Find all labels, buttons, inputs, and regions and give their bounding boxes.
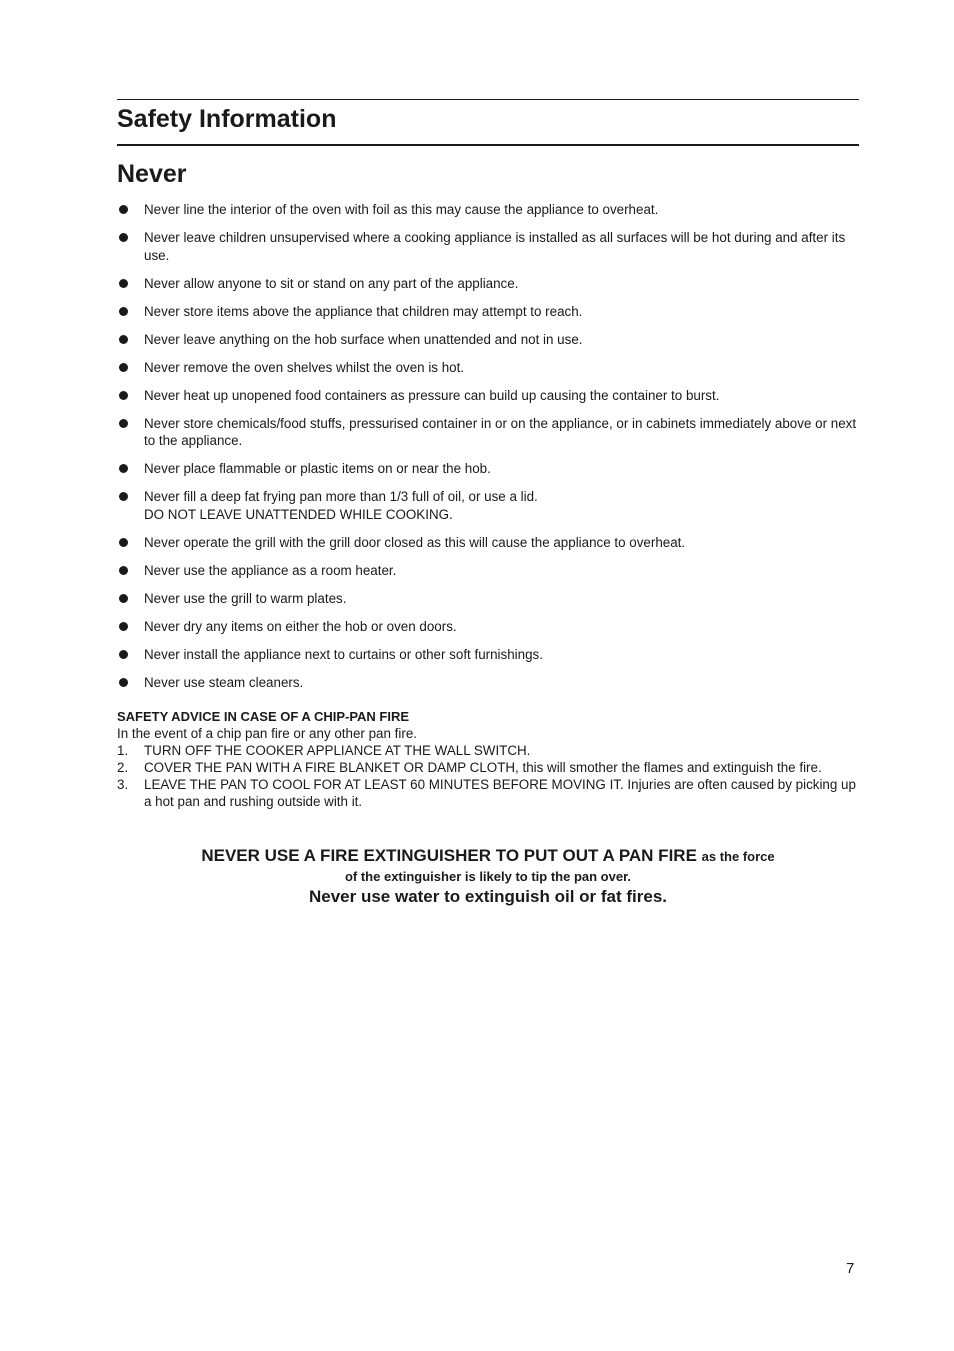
bullet-icon <box>119 205 128 214</box>
never-item <box>117 646 857 664</box>
never-item-text: Never install the appliance next to curtains or other soft furnishings. <box>144 646 543 662</box>
step-text: COVER THE PAN WITH A FIRE BLANKET OR DAMP CLOTH, this will smother the flames and extinguish the fire. <box>144 760 822 775</box>
chip-pan-advice <box>117 708 857 810</box>
never-item-text: Never dry any items on either the hob or oven doors. <box>144 618 457 634</box>
step-number: 1. <box>117 743 129 758</box>
bullet-icon <box>119 335 128 344</box>
never-item <box>117 275 857 293</box>
never-item-text: Never leave anything on the hob surface when unattended and not in use. <box>144 331 583 347</box>
bullet-icon <box>119 678 128 687</box>
warning-line-1-main: NEVER USE A FIRE EXTINGUISHER TO PUT OUT A PAN FIRE <box>201 846 697 865</box>
never-item <box>117 229 857 264</box>
never-item-text: Never store chemicals/food stuffs, pressurised container in or on the appliance, or in cabinets immediately above or next to the appliance. <box>144 415 857 448</box>
bullet-icon <box>119 233 128 242</box>
chip-pan-advice-intro: In the event of a chip pan fire or any other pan fire. <box>117 726 417 741</box>
bullet-icon <box>119 307 128 316</box>
chip-pan-advice-title: SAFETY ADVICE IN CASE OF A CHIP-PAN FIRE <box>117 709 410 724</box>
never-item-text: DO NOT LEAVE UNATTENDED WHILE COOKING. <box>144 506 453 522</box>
never-item-text: Never heat up unopened food containers as pressure can build up causing the container to burst. <box>144 387 720 403</box>
bullet-icon <box>119 419 128 428</box>
never-item <box>117 590 857 608</box>
never-item-text: Never place flammable or plastic items on or near the hob. <box>144 461 491 476</box>
bullet-icon <box>119 538 128 547</box>
never-item <box>117 488 857 523</box>
bullet-icon <box>119 622 128 631</box>
never-item <box>117 387 857 405</box>
section-title: Safety Information <box>117 105 337 133</box>
chip-pan-step <box>117 776 857 810</box>
warning-line-1-small: as the force <box>701 849 775 864</box>
never-item <box>117 415 857 450</box>
warning-line-2: of the extinguisher is likely to tip the pan over. <box>344 869 632 884</box>
warning-line-1 <box>117 845 859 868</box>
bullet-icon <box>119 363 128 372</box>
never-item-text: Never fill a deep fat frying pan more than 1/3 full of oil, or use a lid. <box>144 489 538 504</box>
never-item-text: Never use steam cleaners. <box>144 674 304 690</box>
never-item <box>117 618 857 636</box>
never-item-text: Never use the appliance as a room heater. <box>144 562 397 578</box>
never-item <box>117 359 857 377</box>
chip-pan-step <box>117 759 857 776</box>
header-rule-top <box>117 99 859 100</box>
bullet-icon <box>119 492 128 501</box>
page-number: 7 <box>846 1260 855 1277</box>
step-number: 2. <box>117 760 129 775</box>
bullet-icon <box>119 279 128 288</box>
bullet-icon <box>119 391 128 400</box>
never-item <box>117 460 857 478</box>
never-item-text: Never leave children unsupervised where a cooking appliance is installed as all surfaces will be hot during and after its use. <box>144 230 846 263</box>
warning-line-3: Never use water to extinguish oil or fat fires. <box>308 887 668 906</box>
bullet-icon <box>119 594 128 603</box>
never-item-text: Never allow anyone to sit or stand on any part of the appliance. <box>144 275 519 291</box>
bullet-icon <box>119 650 128 659</box>
never-item <box>117 303 857 321</box>
never-item-text: Never operate the grill with the grill door closed as this will cause the appliance to overheat. <box>144 534 686 550</box>
never-item <box>117 562 857 580</box>
never-item <box>117 674 857 692</box>
step-number: 3. <box>117 777 129 792</box>
never-heading: Never <box>117 160 187 188</box>
header-rule-bottom <box>117 144 859 146</box>
never-item <box>117 201 857 219</box>
step-text: TURN OFF THE COOKER APPLIANCE AT THE WALL SWITCH. <box>144 743 531 758</box>
chip-pan-steps <box>117 742 857 810</box>
bullet-icon <box>119 464 128 473</box>
step-text: LEAVE THE PAN TO COOL FOR AT LEAST 60 MINUTES BEFORE MOVING IT. Injuries are often caused by picking up a hot pan and rushing outside with it. <box>144 777 856 809</box>
never-list <box>117 201 857 702</box>
never-item-text: Never remove the oven shelves whilst the oven is hot. <box>144 359 465 375</box>
never-item <box>117 331 857 349</box>
never-item <box>117 534 857 552</box>
pan-fire-warning <box>117 845 859 909</box>
bullet-icon <box>119 566 128 575</box>
never-item-text: Never store items above the appliance that children may attempt to reach. <box>144 303 583 319</box>
chip-pan-step <box>117 742 857 759</box>
never-item-text: Never line the interior of the oven with foil as this may cause the appliance to overheat. <box>144 202 659 217</box>
never-item-text: Never use the grill to warm plates. <box>144 590 347 606</box>
